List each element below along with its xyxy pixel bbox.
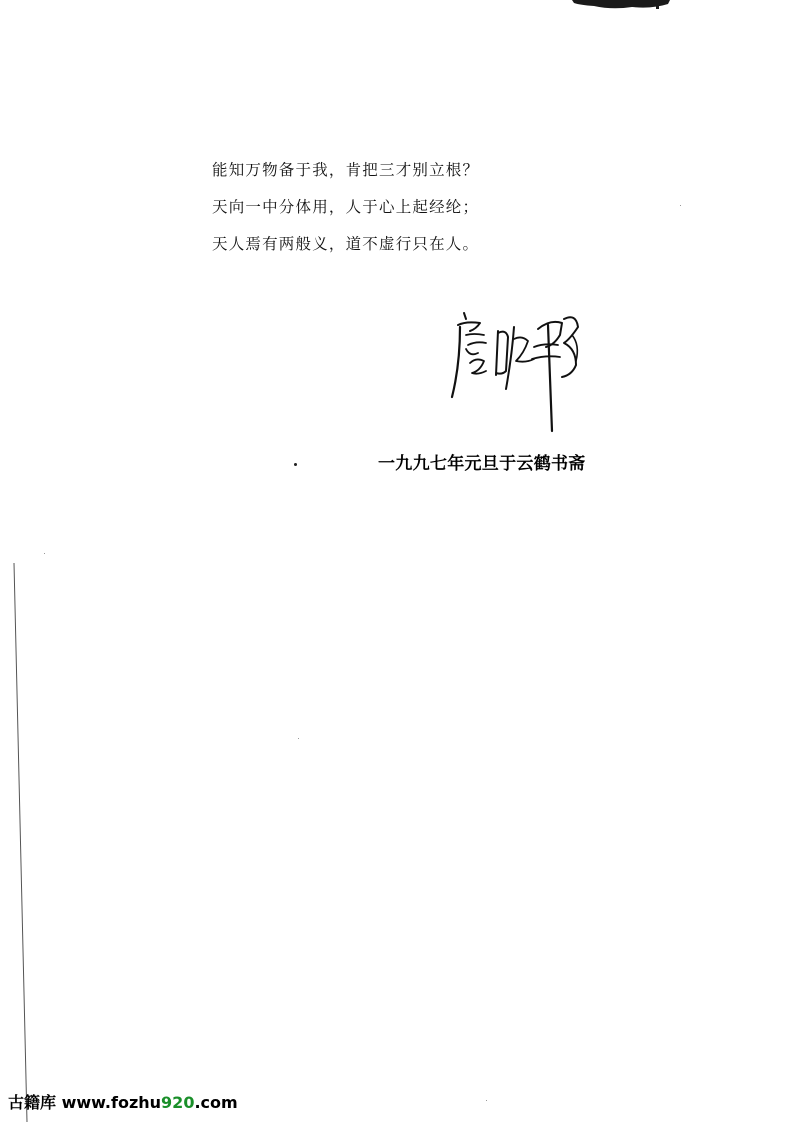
watermark-url-accent: 920 xyxy=(161,1093,195,1112)
watermark-url-suffix: .com xyxy=(194,1093,238,1112)
poem-line-3: 天人焉有两般义，道不虚行只在人。 xyxy=(212,235,480,253)
watermark-site-name: 古籍库 xyxy=(8,1093,57,1112)
scan-edge-line xyxy=(13,563,29,1122)
scan-speck xyxy=(44,553,45,554)
watermark-url-prefix: www.fozhu xyxy=(61,1093,162,1112)
poem-block xyxy=(212,152,572,263)
site-watermark xyxy=(8,1090,238,1113)
poem-line-1: 能知万物备于我，肯把三才别立根？ xyxy=(212,161,480,179)
scan-ink-blot xyxy=(572,0,670,10)
handwritten-signature xyxy=(436,305,586,435)
stray-dot xyxy=(294,463,297,466)
scan-speck xyxy=(298,738,299,739)
scan-speck xyxy=(680,205,681,206)
date-line: 一九九七年元旦于云鹤书斋 xyxy=(378,454,586,474)
scan-speck xyxy=(486,1100,487,1101)
poem-line-2: 天向一中分体用，人于心上起经纶； xyxy=(212,198,480,216)
